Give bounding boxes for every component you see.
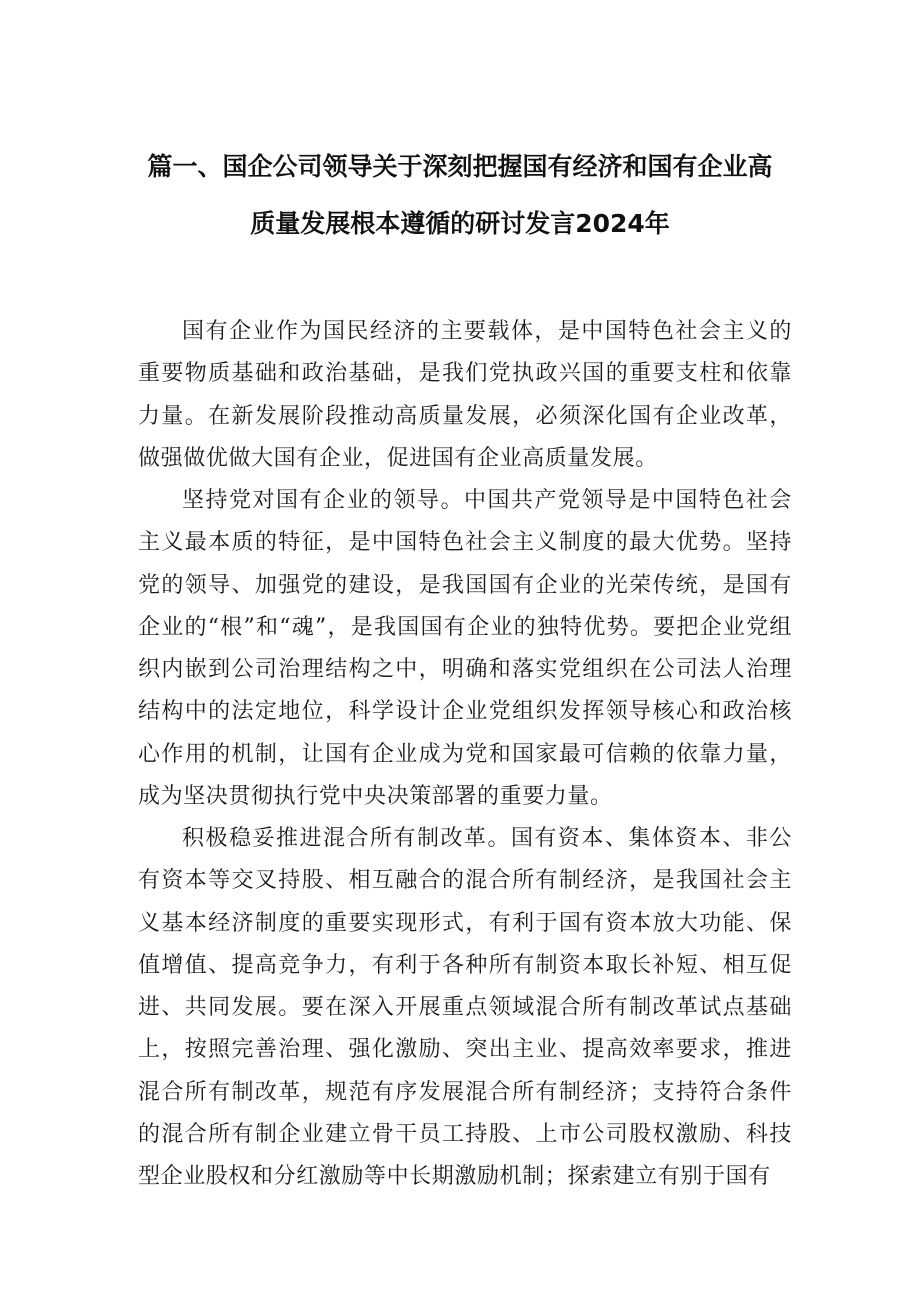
- document-body: [138, 311, 792, 1198]
- document-title-line-1: 篇一、国企公司领导关于深刻把握国有经济和国有企业高: [147, 152, 773, 181]
- document-title-line-2: 质量发展根本遵循的研讨发言2024年: [250, 209, 670, 238]
- paragraph-intro: 国有企业作为国民经济的主要载体，是中国特色社会主义的重要物质基础和政治基础，是我们党执政兴国的重要支柱和依靠力量。在新发展阶段推动高质量发展，必须深化国有企业改革，做强做优做大国有企业，促进国有企业高质量发展。: [138, 319, 792, 471]
- paragraph-mixed-ownership: 积极稳妥推进混合所有制改革。国有资本、集体资本、非公有资本等交叉持股、相互融合的混合所有制经济，是我国社会主义基本经济制度的重要实现形式，有利于国有资本放大功能、保值增值、提高竞争力，有利于各种所有制资本取长补短、相互促进、共同发展。要在深入开展重点领域混合所有制改革试点基础上，按照完善治理、强化激励、突出主业、提高效率要求，推进混合所有制改革，规范有序发展混合所有制经济；支持符合条件的混合所有制企业建立骨干员工持股、上市公司股权激励、科技型企业股权和分红激励等中长期激励机制；探索建立有别于国有: [138, 826, 792, 1189]
- paragraph-party-leadership: 坚持党对国有企业的领导。中国共产党领导是中国特色社会主义最本质的特征，是中国特色社会主义制度的最大优势。坚持党的领导、加强党的建设，是我国国有企业的光荣传统，是国有企业的“根”和“魂”，是我国国有企业的独特优势。要把企业党组织内嵌到公司治理结构之中，明确和落实党组织在公司法人治理结构中的法定地位，科学设计企业党组织发挥领导核心和政治核心作用的机制，让国有企业成为党和国家最可信赖的依靠力量，成为坚决贯彻执行党中央决策部署的重要力量。: [138, 488, 792, 809]
